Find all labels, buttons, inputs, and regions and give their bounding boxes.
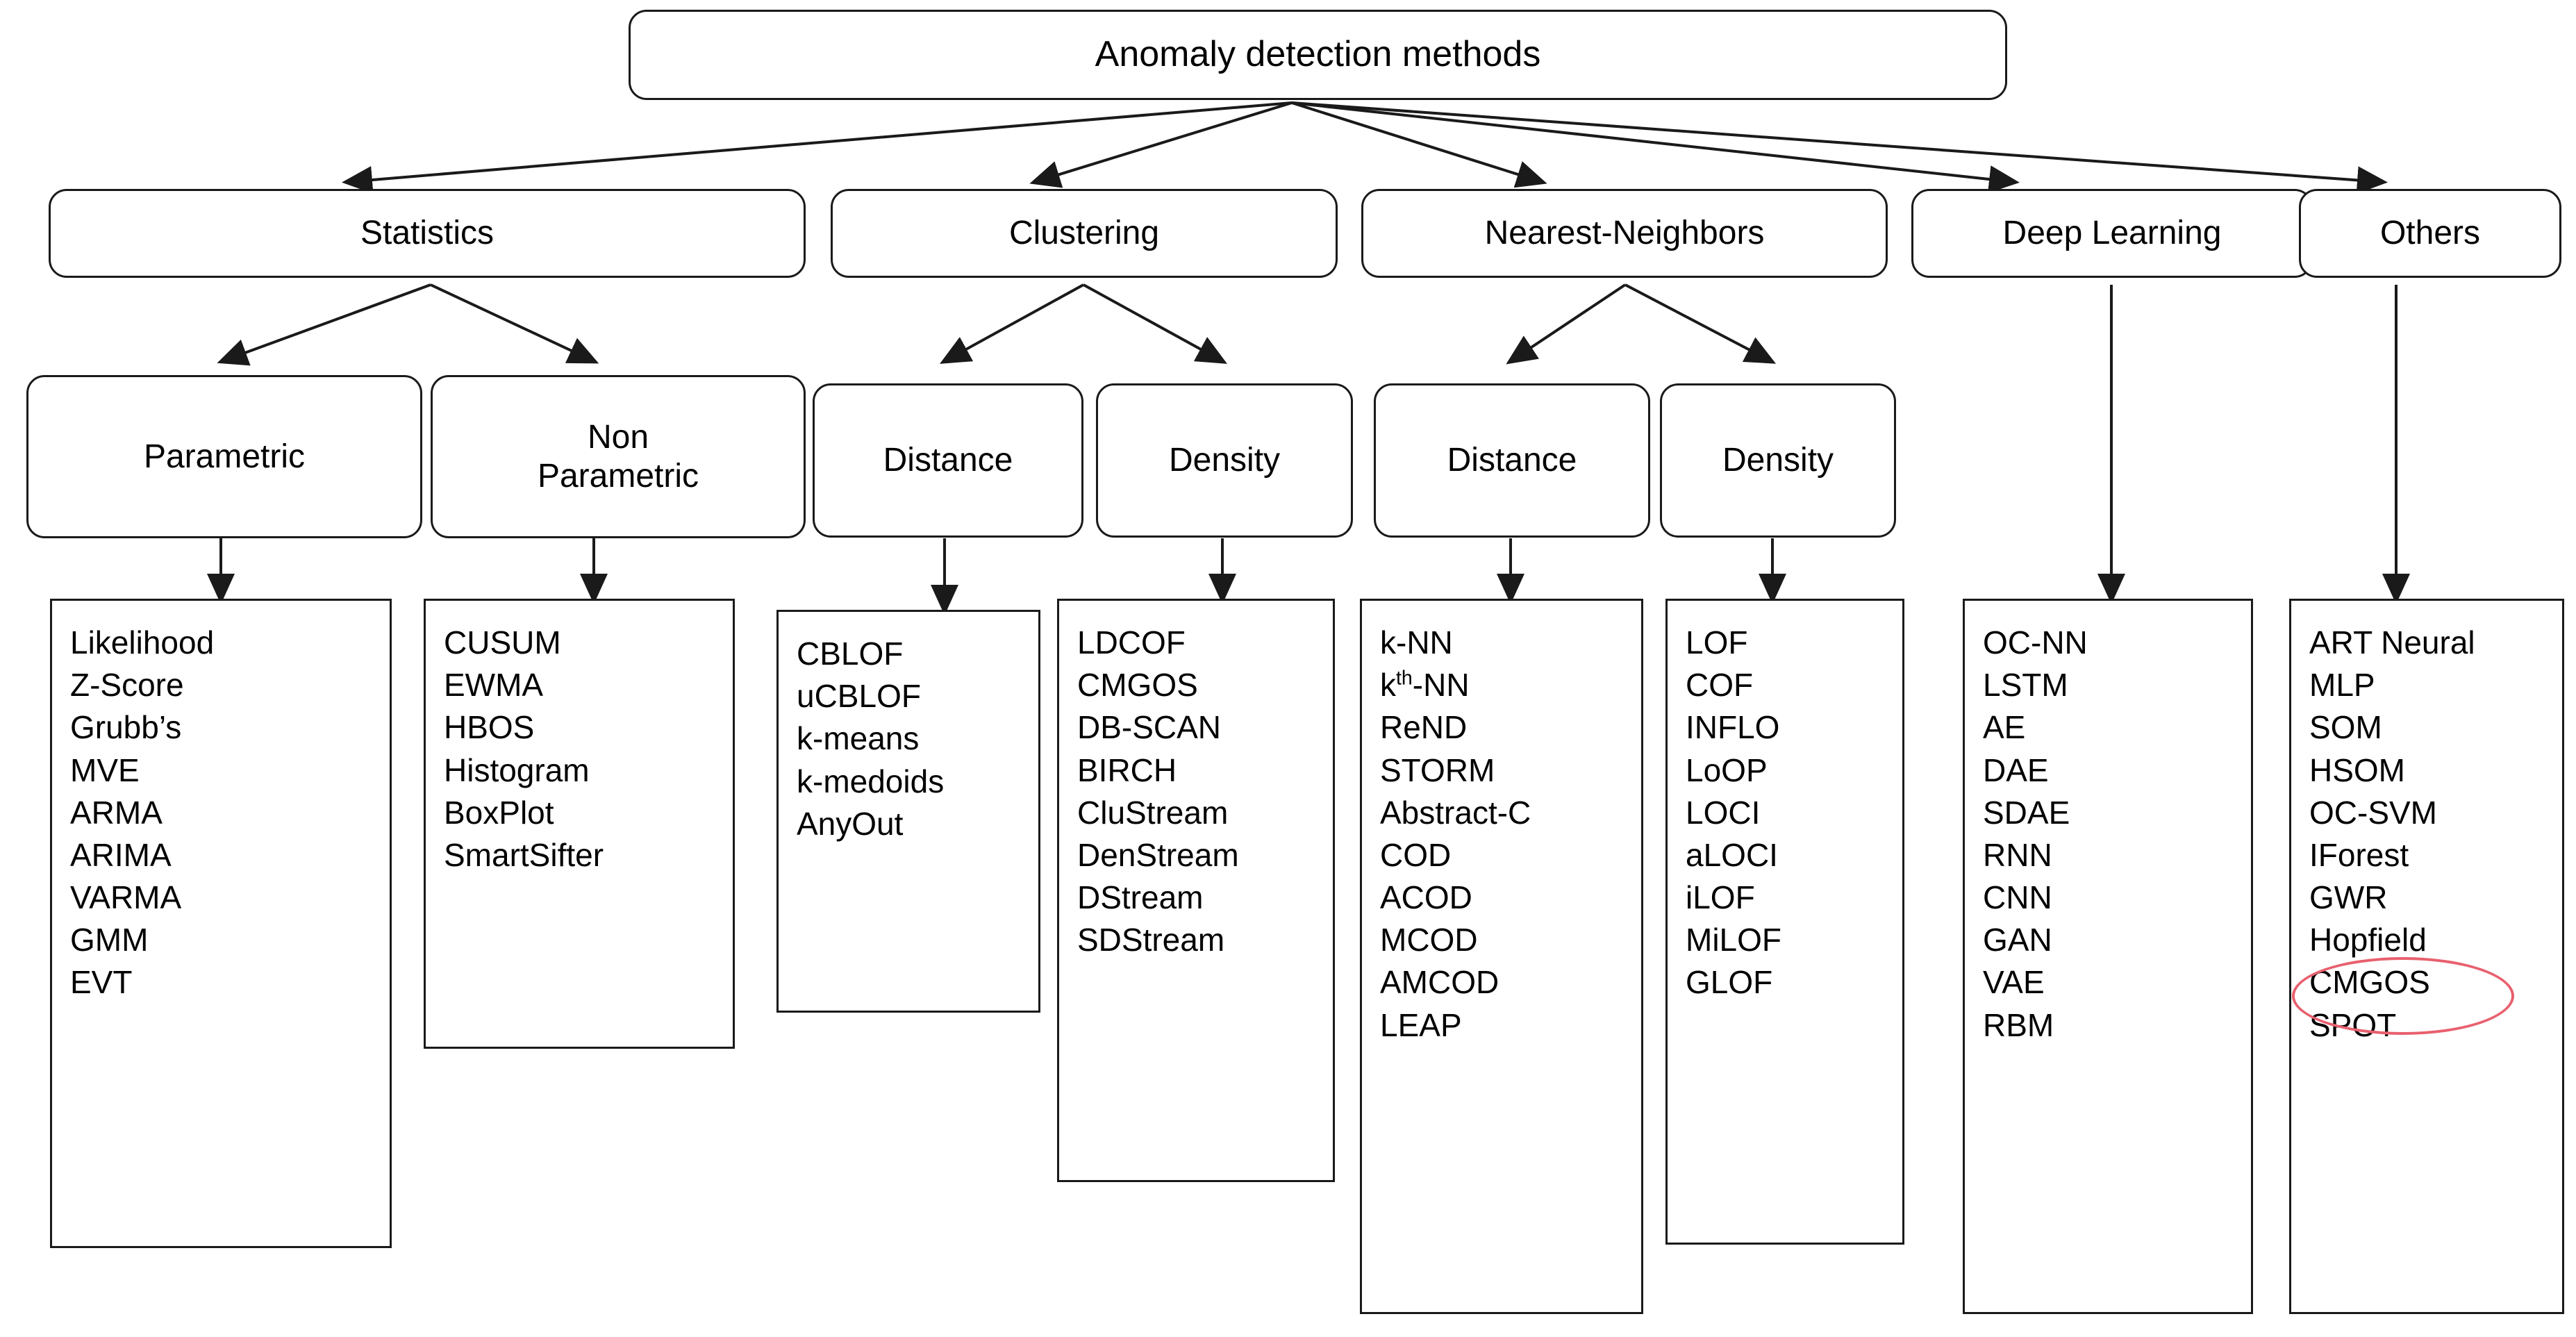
list-item: MCOD (1380, 922, 1478, 958)
list-item: OC-NN (1983, 624, 2088, 661)
list-item: LOCI (1686, 794, 1761, 831)
node-parametric (26, 375, 422, 538)
list-item: CMGOS (2309, 964, 2430, 1001)
list-item: MLP (2309, 667, 2375, 704)
list-item: STORM (1380, 751, 1495, 788)
list-item: EWMA (444, 667, 544, 704)
list-item: AE (1983, 709, 2026, 746)
node-label: Density (1722, 442, 1834, 479)
node-label: Anomaly detection methods (1095, 34, 1541, 75)
list-item: COF (1686, 667, 1754, 704)
list-item: SOM (2309, 709, 2382, 746)
leaf-box-clustering-distance-methods (776, 610, 1040, 1013)
list-item: Likelihood (70, 624, 215, 661)
list-item: INFLO (1686, 709, 1780, 746)
list-item: SPOT (2309, 1006, 2397, 1043)
node-label: Clustering (1008, 215, 1160, 252)
list-item: DStream (1077, 879, 1204, 916)
list-item: GMM (70, 922, 149, 958)
node-deep-learning (1911, 189, 2313, 278)
list-item: SDStream (1077, 922, 1225, 958)
list-item: RBM (1983, 1006, 2054, 1043)
list-item: aLOCI (1686, 836, 1778, 873)
node-clustering-density (1096, 383, 1353, 538)
list-item: MVE (70, 751, 140, 788)
list-item: LSTM (1983, 667, 2068, 704)
leaf-box-non-parametric-methods (424, 599, 735, 1049)
node-clustering (831, 189, 1338, 278)
list-item: DenStream (1077, 836, 1239, 873)
list-item: COD (1380, 836, 1452, 873)
list-item: CUSUM (444, 624, 561, 661)
node-nn-distance (1374, 383, 1650, 538)
list-item: LOF (1686, 624, 1748, 661)
node-statistics (49, 189, 806, 278)
list-item: GAN (1983, 922, 2052, 958)
node-label-line1: Non (587, 419, 649, 456)
list-item: k-NN (1380, 624, 1453, 661)
list-item: CMGOS (1077, 667, 1198, 704)
list-item: iLOF (1686, 879, 1755, 916)
list-item: k-medoids (797, 763, 945, 799)
list-item: Hopfield (2309, 922, 2427, 958)
list-item: DB-SCAN (1077, 709, 1222, 746)
node-others (2299, 189, 2561, 278)
leaf-box-deep-learning-methods (1963, 599, 2253, 1314)
list-item: RNN (1983, 836, 2052, 873)
list-item: BIRCH (1077, 751, 1177, 788)
node-nearest-neighbors (1361, 189, 1888, 278)
node-label: Statistics (360, 215, 495, 252)
node-nn-density (1660, 383, 1896, 538)
list-item: Z-Score (70, 667, 184, 704)
list-item: ART Neural (2309, 624, 2475, 661)
list-item: HBOS (444, 709, 535, 746)
list-item: AMCOD (1380, 964, 1499, 1001)
list-item: ACOD (1380, 879, 1472, 916)
list-item: LEAP (1380, 1006, 1462, 1043)
node-label: Distance (1447, 442, 1577, 479)
node-clustering-distance (813, 383, 1083, 538)
list-item: SDAE (1983, 794, 2070, 831)
node-label: Parametric (143, 438, 306, 475)
node-label: Distance (883, 442, 1013, 479)
list-item: VAE (1983, 964, 2045, 1001)
list-item: $k^{th}-NN$ (1380, 667, 1470, 704)
list-item: Histogram (444, 751, 590, 788)
list-item-highlighted: IForest (2309, 836, 2409, 873)
list-item: LoOP (1686, 751, 1768, 788)
list-item: ARMA (70, 794, 163, 831)
node-label: Density (1168, 442, 1281, 479)
list-item: MiLOF (1686, 922, 1781, 958)
list-item: uCBLOF (797, 678, 921, 715)
list-item: AnyOut (797, 805, 904, 842)
list-item: GLOF (1686, 964, 1773, 1001)
list-item: ARIMA (70, 836, 172, 873)
list-item: GWR (2309, 879, 2388, 916)
node-label: Deep Learning (2002, 215, 2222, 252)
node-label: Others (2379, 215, 2481, 252)
list-item: OC-SVM (2309, 794, 2437, 831)
node-anomaly-detection-methods (629, 10, 2007, 100)
list-item: VARMA (70, 879, 182, 916)
leaf-box-nn-distance-methods (1360, 599, 1643, 1314)
node-label-line2: Parametric (537, 457, 699, 495)
list-item: CluStream (1077, 794, 1229, 831)
list-item: Abstract-C (1380, 794, 1531, 831)
leaf-box-others-methods (2289, 599, 2564, 1314)
list-item: DAE (1983, 751, 2049, 788)
list-item: ReND (1380, 709, 1468, 746)
leaf-box-clustering-density-methods (1057, 599, 1335, 1182)
list-item: HSOM (2309, 751, 2405, 788)
list-item: CBLOF (797, 636, 904, 672)
leaf-box-nn-density-methods (1665, 599, 1904, 1245)
node-label: Nearest-Neighbors (1484, 215, 1765, 252)
node-non-parametric (431, 375, 806, 538)
list-item: LDCOF (1077, 624, 1186, 661)
list-item: EVT (70, 964, 133, 1001)
list-item: k-means (797, 720, 920, 757)
list-item: BoxPlot (444, 794, 554, 831)
list-item: CNN (1983, 879, 2052, 916)
leaf-box-parametric-methods (50, 599, 392, 1248)
list-item: Grubb’s (70, 709, 182, 746)
list-item: SmartSifter (444, 836, 604, 873)
